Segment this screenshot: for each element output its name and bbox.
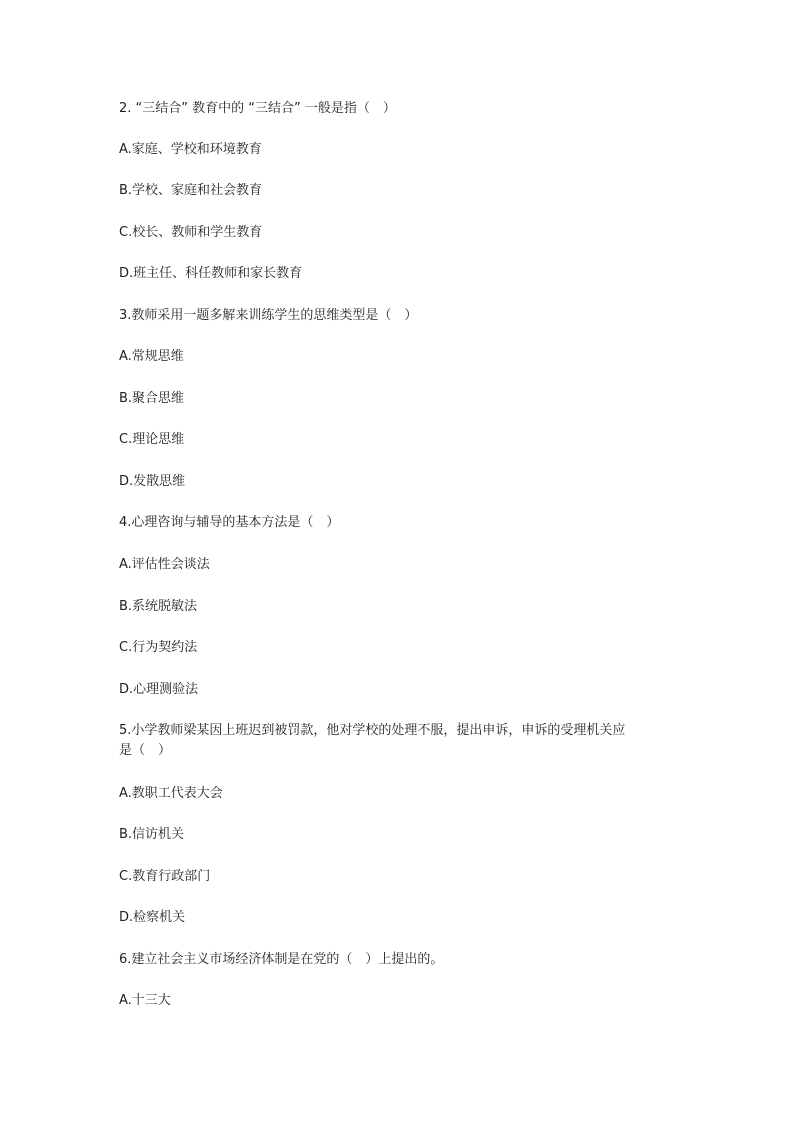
question-5-stem-line-2: 是（ ） bbox=[119, 743, 172, 758]
question-3-option-c: C.理论思维 bbox=[119, 432, 185, 447]
question-6-option-a: A.十三大 bbox=[119, 993, 171, 1008]
question-2-option-c: C.校长、教师和学生教育 bbox=[119, 225, 263, 240]
question-5-option-b: B.信访机关 bbox=[119, 827, 185, 842]
question-3-option-a: A.常规思维 bbox=[119, 349, 184, 364]
question-2-option-d: D.班主任、科任教师和家长教育 bbox=[119, 266, 303, 281]
question-4-option-c: C.行为契约法 bbox=[119, 640, 198, 655]
question-4-option-d: D.心理测验法 bbox=[119, 682, 199, 697]
question-5-option-d: D.检察机关 bbox=[119, 910, 186, 925]
question-3-option-d: D.发散思维 bbox=[119, 474, 186, 489]
question-4-option-b: B.系统脱敏法 bbox=[119, 599, 198, 614]
question-5-option-c: C.教育行政部门 bbox=[119, 869, 211, 884]
question-5-option-a: A.教职工代表大会 bbox=[119, 786, 223, 801]
question-3-option-b: B.聚合思维 bbox=[119, 391, 185, 406]
question-5-stem-line-1: 5.小学教师梁某因上班迟到被罚款，他对学校的处理不服，提出申诉，申诉的受理机关应 bbox=[119, 723, 626, 738]
question-2-stem: 2. “三结合” 教育中的 “三结合” 一般是指（ ） bbox=[119, 101, 396, 116]
question-4-stem: 4.心理咨询与辅导的基本方法是（ ） bbox=[119, 515, 340, 530]
question-2-option-a: A.家庭、学校和环境教育 bbox=[119, 142, 262, 157]
question-2-option-b: B.学校、家庭和社会教育 bbox=[119, 183, 263, 198]
question-3-stem: 3.教师采用一题多解来训练学生的思维类型是（ ） bbox=[119, 308, 418, 323]
question-6-stem: 6.建立社会主义市场经济体制是在党的（ ）上提出的。 bbox=[119, 952, 444, 967]
question-4-option-a: A.评估性会谈法 bbox=[119, 557, 210, 572]
